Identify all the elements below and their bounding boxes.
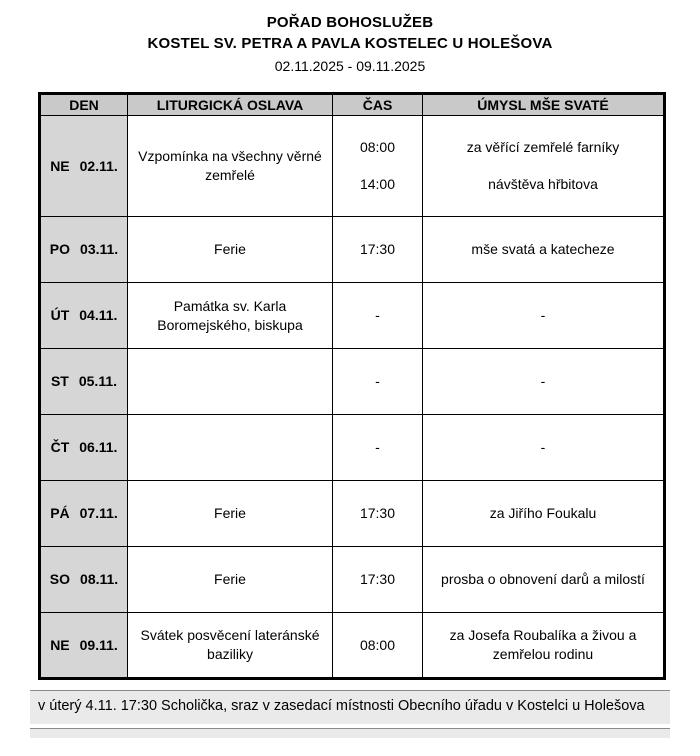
day-abbr: NE: [50, 636, 70, 653]
day-date: 09.11.: [79, 636, 118, 653]
time-cell: [333, 547, 423, 613]
time-cell-stack: [339, 306, 416, 325]
date-range: 02.11.2025 - 09.11.2025: [274, 58, 426, 74]
celebration-cell: [128, 349, 333, 415]
celebration-cell: Ferie: [128, 547, 333, 613]
time-cell-stack: [339, 372, 416, 391]
day-abbr: ČT: [50, 439, 70, 456]
time-cell-value: -: [375, 373, 380, 390]
time-cell-stack: [339, 504, 416, 523]
day-abbr: ST: [50, 373, 69, 390]
column-header-3: ÚMYSL MŠE SVATÉ: [423, 94, 665, 116]
column-header-0: DEN: [40, 94, 128, 116]
footer-strip: [30, 728, 670, 738]
intention-cell-stack: [429, 240, 657, 259]
table-row: [40, 349, 665, 415]
intention-cell-value: prosba o obnovení darů a milostí: [441, 571, 645, 588]
day-cell: [40, 613, 128, 679]
day-date: 04.11.: [79, 307, 118, 324]
table-row: [40, 481, 665, 547]
intention-cell-value: -: [540, 373, 546, 390]
time-cell: [333, 116, 423, 217]
column-header-1: LITURGICKÁ OSLAVA: [128, 94, 333, 116]
intention-cell-stack: [429, 306, 657, 325]
column-header-2: ČAS: [333, 94, 423, 116]
table-row: [40, 613, 665, 679]
day-abbr: PÁ: [50, 505, 70, 522]
footer-note: v úterý 4.11. 17:30 Scholička, sraz v zasedací místnosti Obecního úřadu v Kostelci u Holešova: [30, 690, 670, 724]
day-cell: [40, 116, 128, 217]
celebration-cell: Ferie: [128, 217, 333, 283]
intention-cell-stack: [429, 570, 657, 589]
time-cell-value: -: [375, 307, 380, 324]
time-cell-value: 08:00: [359, 636, 396, 653]
intention-cell-stack: [429, 119, 657, 213]
celebration-cell: [128, 415, 333, 481]
time-cell-value: 17:30: [359, 241, 396, 258]
celebration-cell: Ferie: [128, 481, 333, 547]
table-row: [40, 415, 665, 481]
intention-cell: [423, 116, 665, 217]
intention-cell-value: za Jiřího Foukalu: [489, 505, 597, 522]
time-cell: [333, 349, 423, 415]
document-header: [0, 14, 700, 74]
intention-cell: [423, 283, 665, 349]
time-cell-stack: [339, 636, 416, 655]
intention-cell-stack: [429, 626, 657, 664]
day-date: 07.11.: [79, 505, 118, 522]
intention-cell-value: návštěva hřbitova: [488, 176, 598, 193]
day-date: 05.11.: [78, 373, 118, 390]
header-row: [40, 94, 665, 116]
table-header: [40, 94, 665, 116]
day-cell: [40, 217, 128, 283]
intention-cell-value: mše svatá a katecheze: [471, 241, 615, 258]
day-cell: [40, 415, 128, 481]
intention-cell-stack: [429, 438, 657, 457]
time-cell: [333, 415, 423, 481]
day-abbr: PO: [49, 241, 71, 258]
page-title: POŘAD BOHOSLUŽEB: [266, 14, 434, 31]
table-body: [40, 116, 665, 679]
schedule-table: [38, 92, 666, 680]
intention-cell-value: za věřící zemřelé farníky: [466, 138, 620, 155]
day-cell: [40, 481, 128, 547]
intention-cell: [423, 481, 665, 547]
intention-cell: [423, 613, 665, 679]
time-cell: [333, 217, 423, 283]
time-cell-value: 17:30: [359, 571, 396, 588]
time-cell-value: -: [375, 439, 380, 456]
time-cell-value: 14:00: [359, 176, 396, 193]
intention-cell-value: za Josefa Roubalíka a živou a zemřelou rodinu: [449, 627, 637, 662]
intention-cell-value: -: [540, 439, 546, 456]
time-cell-value: 17:30: [359, 505, 396, 522]
day-abbr: SO: [49, 571, 71, 588]
time-cell-stack: [339, 240, 416, 259]
day-date: 06.11.: [79, 439, 118, 456]
intention-cell-stack: [429, 372, 657, 391]
day-abbr: NE: [50, 157, 70, 174]
day-abbr: ÚT: [50, 307, 70, 324]
intention-cell: [423, 217, 665, 283]
table-row: [40, 547, 665, 613]
time-cell-value: 08:00: [359, 138, 396, 155]
day-date: 03.11.: [80, 241, 119, 258]
intention-cell: [423, 415, 665, 481]
day-cell: [40, 283, 128, 349]
time-cell-stack: [339, 438, 416, 457]
day-cell: [40, 547, 128, 613]
table-row: [40, 217, 665, 283]
table-row: [40, 116, 665, 217]
intention-cell-value: -: [540, 307, 546, 324]
celebration-cell: Památka sv. Karla Boromejského, biskupa: [128, 283, 333, 349]
celebration-cell: Vzpomínka na všechny věrné zemřelé: [128, 116, 333, 217]
intention-cell: [423, 349, 665, 415]
day-date: 02.11.: [79, 157, 118, 174]
intention-cell: [423, 547, 665, 613]
page-subtitle: KOSTEL SV. PETRA A PAVLA KOSTELEC U HOLEŠOVA: [147, 35, 553, 52]
time-cell: [333, 481, 423, 547]
day-cell: [40, 349, 128, 415]
intention-cell-stack: [429, 504, 657, 523]
time-cell: [333, 283, 423, 349]
time-cell-stack: [339, 570, 416, 589]
celebration-cell: Svátek posvěcení lateránské baziliky: [128, 613, 333, 679]
time-cell-stack: [339, 119, 416, 213]
time-cell: [333, 613, 423, 679]
day-date: 08.11.: [80, 571, 119, 588]
table-row: [40, 283, 665, 349]
